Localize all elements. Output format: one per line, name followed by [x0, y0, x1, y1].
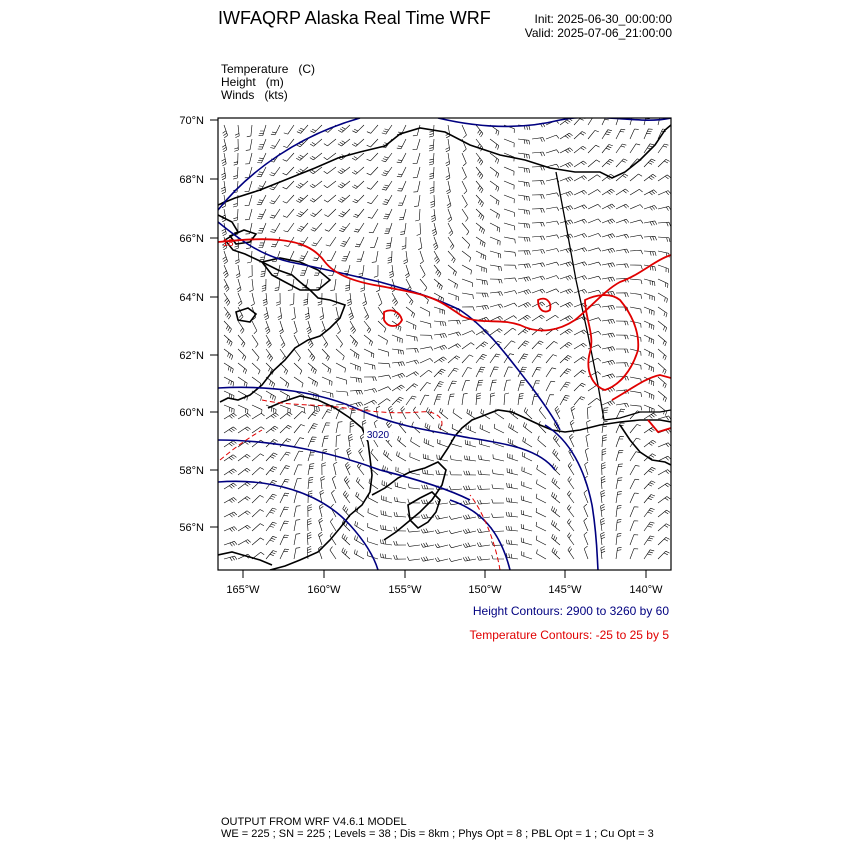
coast-bristol [268, 396, 372, 570]
map-frame [218, 118, 671, 570]
field-name: Temperature [221, 62, 289, 76]
lon-label: 165°W [226, 584, 260, 596]
lat-label: 62°N [179, 350, 204, 362]
model-info [221, 816, 654, 840]
lon-label: 140°W [629, 584, 663, 596]
kodiak [408, 492, 440, 528]
lon-label: 145°W [548, 584, 582, 596]
lat-ticks [210, 120, 218, 527]
lat-label: 70°N [179, 115, 204, 127]
model-version: OUTPUT FROM WRF V4.6.1 MODEL [221, 816, 407, 828]
init-time: Init: 2025-06-30_00:00:00 [534, 12, 672, 26]
lat-label: 66°N [179, 233, 204, 245]
lat-label: 68°N [179, 174, 204, 186]
height-contours-legend: Height Contours: 2900 to 3260 by 60 [472, 604, 669, 618]
lat-labels [179, 115, 204, 534]
lon-label: 150°W [468, 584, 502, 596]
wind-barb-field [221, 114, 671, 562]
field-name: Winds [221, 88, 255, 102]
height-contour [218, 481, 378, 570]
temperature-contour [585, 295, 638, 390]
height-contour-label: 3020 [366, 430, 390, 441]
lat-label: 58°N [179, 465, 204, 477]
wind-barbs [221, 114, 671, 562]
height-contours [218, 117, 671, 570]
chart-title: IWFAQRP Alaska Real Time WRF [218, 8, 491, 28]
lon-labels [226, 584, 663, 596]
model-config: WE = 225 ; SN = 225 ; Levels = 38 ; Dis = 8km ; Phys Opt = 8 ; PBL Opt = 1 ; Cu Opt = 3 [221, 828, 654, 840]
lat-label: 56°N [179, 522, 204, 534]
field-unit: (C) [298, 62, 316, 76]
height-contour [218, 440, 470, 500]
temperature-contour [384, 310, 402, 326]
lon-label: 155°W [388, 584, 422, 596]
temperature-contour [538, 299, 550, 312]
temperature-contours-legend: Temperature Contours: -25 to 25 by 5 [469, 628, 669, 642]
temperature-contour [218, 239, 671, 330]
field-name: Height [221, 75, 256, 89]
height-contour [438, 117, 671, 126]
lat-label: 60°N [179, 407, 204, 419]
lon-ticks [243, 570, 646, 578]
lon-label: 160°W [307, 584, 341, 596]
field-unit: (m) [265, 75, 284, 89]
temperature-contour-label: 18 [222, 238, 234, 249]
lat-label: 64°N [179, 292, 204, 304]
field-unit: (kts) [264, 88, 288, 102]
valid-time: Valid: 2025-07-06_21:00:00 [524, 26, 672, 40]
